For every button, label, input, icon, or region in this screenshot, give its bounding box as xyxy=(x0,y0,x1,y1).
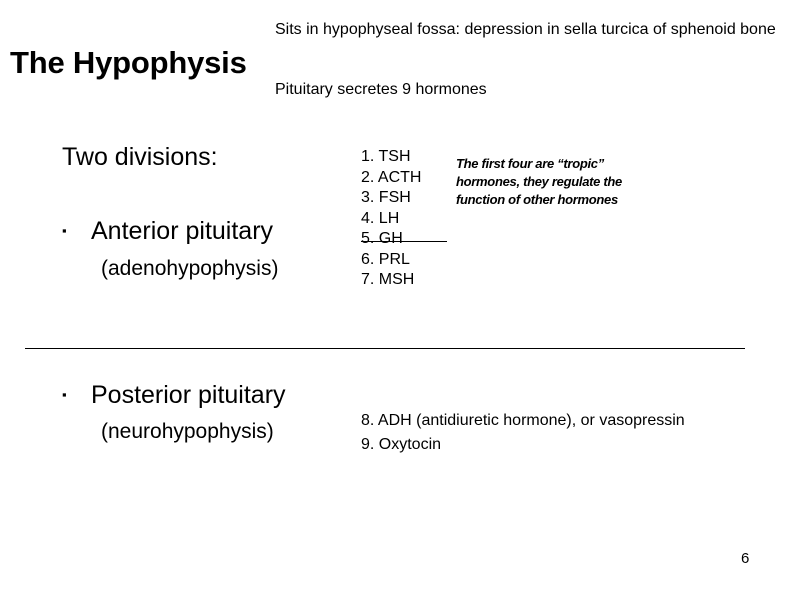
note-line: hormones, they regulate the xyxy=(456,174,622,189)
note-line: The first four are “tropic” xyxy=(456,156,604,171)
tropic-group-underline xyxy=(361,241,447,242)
list-item: 3. FSH xyxy=(361,189,411,206)
list-item: 9. Oxytocin xyxy=(361,436,442,453)
list-item: 5. GH xyxy=(361,230,403,247)
list-item: 1. TSH xyxy=(361,148,411,165)
list-item: 4. LH xyxy=(361,209,400,227)
posterior-sublabel: (neurohypophysis) xyxy=(101,420,274,443)
list-item: 8. ADH (antidiuretic hormone), or vasopressin xyxy=(361,412,685,429)
anterior-hormone-list xyxy=(361,147,421,291)
anterior-label: Anterior pituitary xyxy=(91,217,274,245)
tropic-hormones-note xyxy=(456,155,622,209)
slide-title: The Hypophysis xyxy=(10,45,247,80)
intro-fossa-text: Sits in hypophyseal fossa: depression in sella turcica of sphenoid bone xyxy=(275,21,776,38)
page-number: 6 xyxy=(741,550,750,567)
anterior-sublabel: (adenohypophysis) xyxy=(101,257,279,280)
square-bullet-icon: ▪ xyxy=(62,223,67,238)
square-bullet-icon: ▪ xyxy=(62,387,67,402)
posterior-bullet xyxy=(62,379,286,411)
anterior-bullet xyxy=(62,215,273,247)
list-item: 7. MSH xyxy=(361,271,415,288)
list-item: 6. PRL xyxy=(361,250,410,268)
note-line: function of other hormones xyxy=(456,192,618,207)
intro-hormone-count-text: Pituitary secretes 9 hormones xyxy=(275,81,487,98)
posterior-label: Posterior pituitary xyxy=(91,381,286,409)
posterior-hormone-list xyxy=(361,409,685,457)
section-divider xyxy=(25,348,745,349)
divisions-heading: Two divisions: xyxy=(62,143,218,171)
list-item: 2. ACTH xyxy=(361,168,422,186)
